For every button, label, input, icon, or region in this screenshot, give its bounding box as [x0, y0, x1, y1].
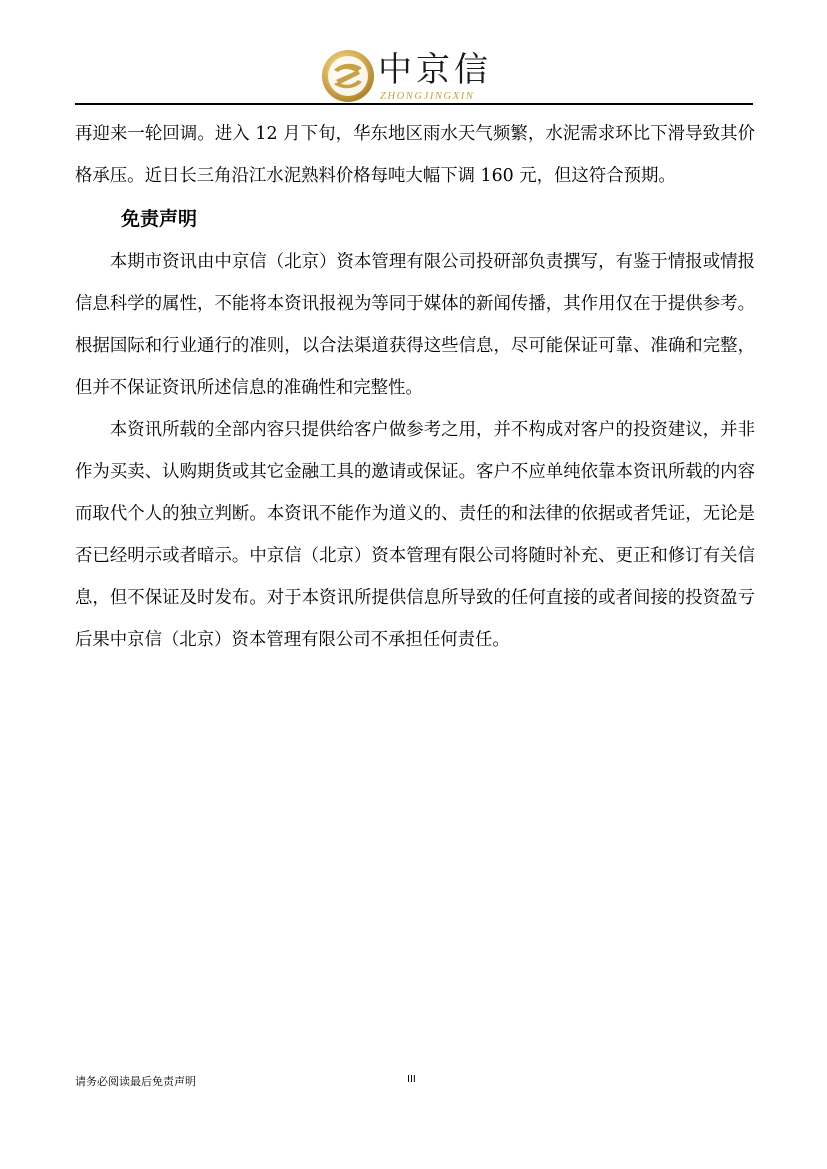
- page-number: III: [407, 1074, 416, 1085]
- zhongjingxin-emblem-icon: [320, 48, 376, 104]
- header-divider: [75, 103, 753, 105]
- disclaimer-paragraph-2: 本资讯所载的全部内容只提供给客户做参考之用，并不构成对客户的投资建议，并非作为买卖、认购期货或其它金融工具的邀请或保证。客户不应单纯依靠本资讯所载的内容而取代个人的独立判断。本资讯不能作为道义的、责任的和法律的依据或者凭证，无论是否已经明示或者暗示。中京信（北京）资本管理有限公司将随时补充、更正和修订有关信息，但不保证及时发布。对于本资讯所提供信息所导致的任何直接的或者间接的投资盈亏后果中京信（北京）资本管理有限公司不承担任何责任。: [75, 420, 755, 650]
- continued-paragraph: 再迎来一轮回调。进入 12 月下旬，华东地区雨水天气频繁，水泥需求环比下滑导致其价格承压。近日长三角沿江水泥熟料价格每吨大幅下调 160 元，但这符合预期。: [75, 124, 755, 186]
- company-logo: [320, 48, 510, 104]
- disclaimer-paragraph-1: 本期市资讯由中京信（北京）资本管理有限公司投研部负责撰写，有鉴于情报或情报信息科学的属性，不能将本资讯报视为等同于媒体的新闻传播，其作用仅在于提供参考。根据国际和行业通行的准则，以合法渠道获得这些信息，尽可能保证可靠、准确和完整，但并不保证资讯所述信息的准确性和完整性。: [75, 252, 755, 398]
- disclaimer-heading: 免责声明: [121, 208, 198, 230]
- page-header: [75, 40, 753, 106]
- logo-chinese-name: 中京信: [378, 50, 492, 90]
- document-body: [75, 113, 755, 661]
- logo-english-name: ZHONGJINGXIN: [380, 91, 475, 102]
- footer-disclaimer-note: 请务必阅读最后免责声明: [75, 1075, 196, 1088]
